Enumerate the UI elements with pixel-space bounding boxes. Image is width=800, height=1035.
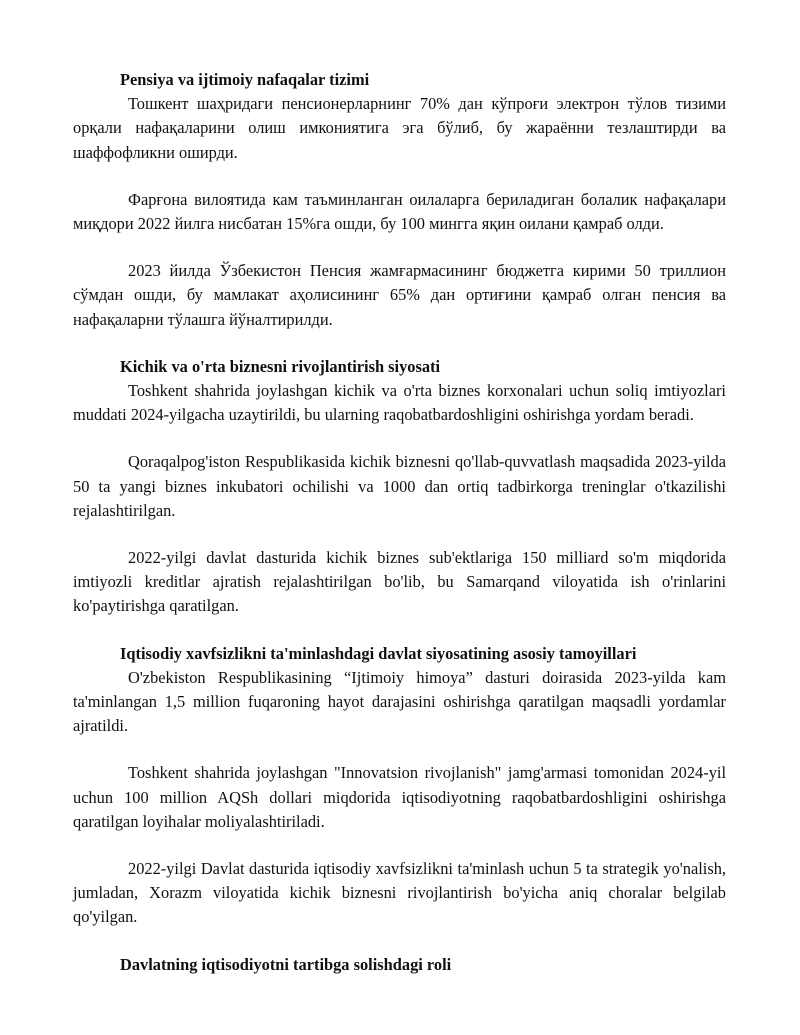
- section-economic-security: [73, 642, 726, 930]
- document-body: [73, 68, 726, 977]
- paragraph: Тошкент шаҳридаги пенсионерларнинг 70% дан кўпроғи электрон тўлов тизими орқали нафақаларини олиш имкониятига эга бўлиб, бу жараённи тезлаштирди ва шаффофликни оширди.: [73, 94, 726, 162]
- paragraph: Toshkent shahrida joylashgan "Innovatsion rivojlanish" jamg'armasi tomonidan 2024-yil uchun 100 million AQSh dollari miqdorida iqtisodiyotning raqobatbardoshligini oshirishga qaratilgan loyihalar moliyalashtiriladi.: [73, 763, 726, 831]
- section-heading: Kichik va o'rta biznesni rivojlantirish siyosati: [120, 356, 441, 376]
- paragraph: O'zbekiston Respublikasining “Ijtimoiy himoya” dasturi doirasida 2023-yilda kam ta'minlangan 1,5 million fuqaroning hayot darajasini oshirishga qaratilgan maqsadli yordamlar ajratildi.: [73, 667, 726, 736]
- section-heading: Iqtisodiy xavfsizlikni ta'minlashdagi davlat siyosatining asosiy tamoyillari: [120, 643, 637, 663]
- section-heading: Pensiya va ijtimoiy nafaqalar tizimi: [120, 70, 370, 89]
- paragraph: Фарғона вилоятида кам таъминланган оилаларга бериладиган болалик нафақалари миқдори 2022 йилга нисбатан 15%га ошди, бу 100 мингга яқин оилани қамраб олди.: [73, 189, 726, 234]
- paragraph: Toshkent shahrida joylashgan kichik va o'rta biznes korxonalari uchun soliq imtiyozlari muddati 2024-yilgacha uzaytirildi, bu ularning raqobatbardoshligini oshirishga yordam beradi.: [73, 381, 726, 425]
- paragraph: Qoraqalpog'iston Respublikasida kichik biznesni qo'llab-quvvatlash maqsadida 2023-yilda 50 ta yangi biznes inkubatori ochilishi va 1000 dan ortiq tadbirkorga treninglar o'tkazilishi rejalashtirilgan.: [73, 452, 726, 520]
- paragraph: 2022-yilgi davlat dasturida kichik biznes sub'ektlariga 150 milliard so'm miqdorida imtiyozli kreditlar ajratish rejalashtirilgan bo'lib, bu Samarqand viloyatida ish o'rinlarini ko'paytirishga qaratilgan.: [73, 548, 726, 616]
- section-small-business: [73, 355, 726, 619]
- paragraph: 2022-yilgi Davlat dasturida iqtisodiy xavfsizlikni ta'minlash uchun 5 ta strategik yo'nalish, jumladan, Xorazm viloyatida kichik biznesni rivojlantirish bo'yicha aniq choralar belgilab qo'yilgan.: [73, 859, 726, 927]
- section-pension: [73, 68, 726, 332]
- section-state-regulation: [73, 953, 726, 977]
- section-heading: Davlatning iqtisodiyotni tartibga solishdagi roli: [120, 954, 452, 974]
- paragraph: 2023 йилда Ўзбекистон Пенсия жамғармасининг бюджетга кирими 50 триллион сўмдан ошди, бу мамлакат аҳолисининг 65% дан ортиғини қамраб олган пенсия ва нафақаларни тўлашга йўналтирилди.: [73, 261, 726, 329]
